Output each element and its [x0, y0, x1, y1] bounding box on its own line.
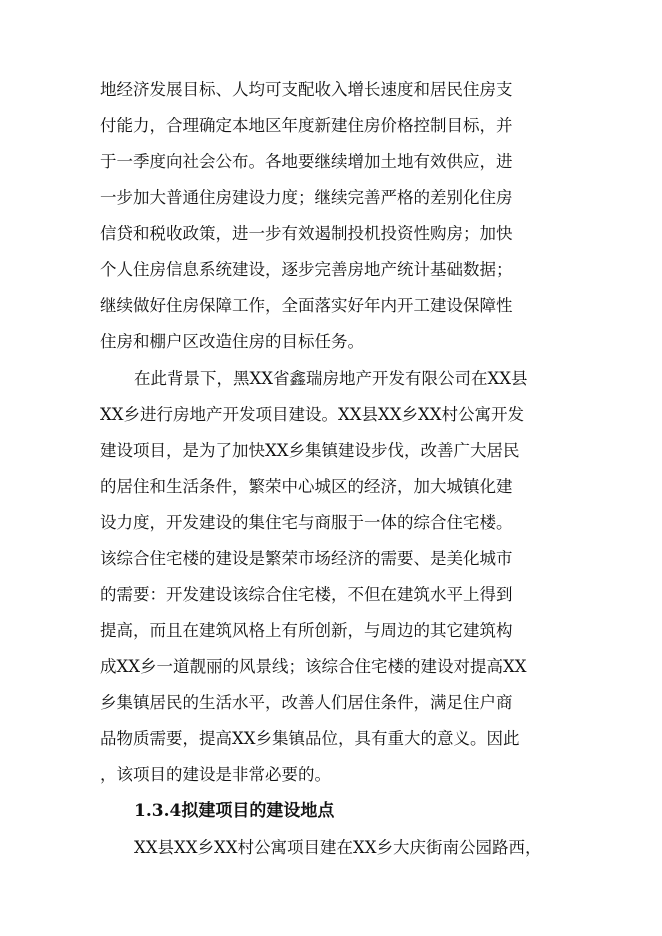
paragraph-line: 提高，而且在建筑风格上有所创新，与周边的其它建筑构	[100, 621, 513, 640]
paragraph-line: 成XX乡一道靓丽的风景线；该综合住宅楼的建设对提高XX	[100, 657, 527, 676]
paragraph-line: XX县XX乡XX村公寓项目建在XX乡大庆街南公园路西，	[134, 838, 542, 857]
paragraph-line: 住房和棚户区改造住房的目标任务。	[100, 332, 364, 351]
paragraph-line: 品物质需要，提高XX乡集镇品位，具有重大的意义。因此	[100, 729, 520, 748]
section-heading: 1.3.4拟建项目的建设地点	[134, 801, 335, 821]
paragraph-line: 信贷和税收政策，进一步有效遏制投机投资性购房；加快	[100, 224, 513, 243]
paragraph-line: 的需要：开发建设该综合住宅楼，不但在建筑水平上得到	[100, 585, 513, 604]
paragraph-line: 设力度，开发建设的集住宅与商服于一体的综合住宅楼。	[100, 513, 513, 532]
paragraph-line: 该综合住宅楼的建设是繁荣市场经济的需要、是美化城市	[100, 549, 513, 568]
paragraph-line: 于一季度向社会公布。各地要继续增加土地有效供应，进	[100, 152, 513, 171]
paragraph-line: 一步加大普通住房建设力度；继续完善严格的差别化住房	[100, 188, 513, 207]
paragraph-line: XX乡进行房地产开发项目建设。XX县XX乡XX村公寓开发	[100, 405, 524, 424]
paragraph-line: 个人住房信息系统建设，逐步完善房地产统计基础数据；	[100, 260, 513, 279]
paragraph-line: 的居住和生活条件，繁荣中心城区的经济，加大城镇化建	[100, 477, 513, 496]
paragraph-line: 在此背景下，黑XX省鑫瑞房地产开发有限公司在XX县	[134, 369, 528, 388]
paragraph-line: 建设项目，是为了加快XX乡集镇建设步伐，改善广大居民	[100, 441, 520, 460]
paragraph-line: 付能力，合理确定本地区年度新建住房价格控制目标，并	[100, 116, 513, 135]
paragraph-line: 地经济发展目标、人均可支配收入增长速度和居民住房支	[100, 80, 513, 99]
paragraph-line: ，该项目的建设是非常必要的。	[100, 765, 331, 784]
paragraph-line: 乡集镇居民的生活水平，改善人们居住条件，满足住户商	[100, 693, 513, 712]
paragraph-line: 继续做好住房保障工作，全面落实好年内开工建设保障性	[100, 296, 513, 315]
